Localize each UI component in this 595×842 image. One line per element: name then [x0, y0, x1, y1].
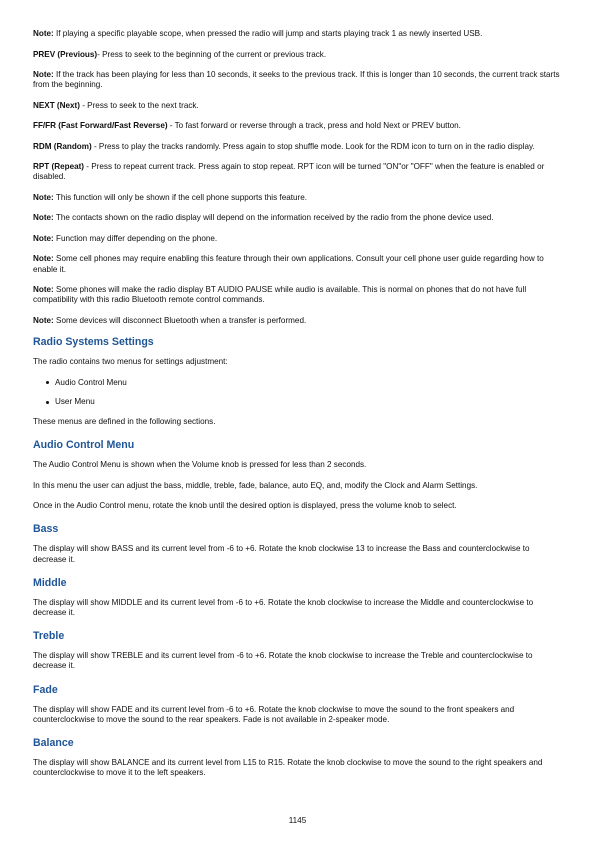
prev-text: - Press to seek to the beginning of the current or previous track.	[97, 49, 327, 59]
middle-heading: Middle	[33, 576, 67, 589]
balance-heading: Balance	[33, 737, 74, 750]
note-label: Note:	[33, 192, 54, 202]
rpt-label: RPT (Repeat)	[33, 162, 85, 172]
ff-fr-label: FF/FR (Fast Forward/Fast Reverse)	[33, 121, 168, 131]
audio-control-heading: Audio Control Menu	[33, 439, 135, 452]
note-label: Note:	[33, 213, 54, 223]
page-number: 1145	[288, 816, 307, 825]
note-label: Note:	[33, 254, 54, 264]
note-label: Note:	[33, 315, 54, 325]
page-content	[33, 29, 563, 789]
bass-text: The display will show BASS and its current level from -6 to +6. Rotate the knob clockwise 13 to increase the Bass and counterclockwise to decrease it.	[33, 544, 530, 564]
balance-text: The display will show BALANCE and its current level from L15 to R15. Rotate the knob clockwise to move the sound to the right speakers and counterclockwise to move it to the left speakers.	[33, 758, 543, 778]
audio-control-paragraph: In this menu the user can adjust the bass, middle, treble, fade, balance, auto EQ, and, modify the Clock and Alarm Settings.	[33, 480, 478, 490]
fade-heading: Fade	[33, 683, 58, 696]
note-label: Note:	[33, 70, 54, 79]
note-contacts	[33, 213, 563, 223]
note-enable-feature	[33, 254, 563, 274]
note-text: This function will only be shown if the cell phone supports this feature.	[53, 192, 307, 202]
list-item: Audio Control Menu	[33, 378, 563, 388]
fade-text: The display will show FADE and its current level from -6 to +6. Rotate the knob clockwise to move the sound to the front speakers and counterclockwise to move the sound to the rear speakers. Fade is not available in 2-speaker mode.	[33, 704, 515, 724]
settings-menu-list	[33, 378, 563, 408]
note-label: Note:	[33, 285, 54, 295]
rdm-label: RDM (Random)	[33, 141, 92, 151]
note-label: Note:	[33, 29, 54, 38]
treble-heading: Treble	[33, 630, 65, 643]
bass-heading: Bass	[33, 523, 59, 536]
note-text: Some cell phones may require enabling this feature through their own applications. Consult your cell phone user guide regarding how to enable it.	[33, 254, 544, 274]
ff-fr-text: - To fast forward or reverse through a track, press and hold Next or PREV button.	[167, 121, 461, 131]
note-text: If playing a specific playable scope, when pressed the radio will jump and starts playing track 1 as newly inserted USB.	[53, 29, 483, 38]
prev-label: PREV (Previous)	[33, 49, 98, 59]
note-text: Some devices will disconnect Bluetooth when a transfer is performed.	[53, 315, 307, 325]
note-prev-seek	[33, 70, 563, 90]
rdm-text: - Press to play the tracks randomly. Press again to stop shuffle mode. Look for the RDM icon to turn on in the radio display.	[91, 141, 535, 151]
radio-settings-intro: The radio contains two menus for settings adjustment:	[33, 357, 228, 367]
treble-text: The display will show TREBLE and its current level from -6 to +6. Rotate the knob clockwise to increase the Treble and counterclockwise to decrease it.	[33, 651, 533, 671]
radio-settings-outro: These menus are defined in the following sections.	[33, 417, 216, 426]
rdm-description	[33, 142, 563, 152]
radio-settings-heading: Radio Systems Settings	[33, 336, 154, 349]
rpt-text: - Press to repeat current track. Press again to stop repeat. RPT icon will be turned "ON"or "OFF" when the feature is enabled or disabled.	[33, 162, 545, 182]
middle-text: The display will show MIDDLE and its current level from -6 to +6. Rotate the knob clockwise to increase the Middle and counterclockwise to decrease it.	[33, 597, 534, 618]
rpt-description	[33, 162, 563, 182]
note-text: Function may differ depending on the phone.	[53, 233, 218, 243]
audio-control-paragraph: Once in the Audio Control menu, rotate the knob until the desired option is displayed, press the volume knob to select.	[33, 501, 457, 511]
prev-description	[33, 50, 563, 60]
note-text: If the track has been playing for less than 10 seconds, it seeks to the previous track. If this is longer than 10 seconds, the current track starts from the beginning.	[33, 70, 560, 90]
note-bt-audio-pause	[33, 285, 563, 305]
next-description	[33, 101, 563, 111]
next-text: - Press to seek to the next track.	[79, 100, 199, 110]
note-disconnect	[33, 316, 563, 326]
next-label: NEXT (Next)	[33, 100, 80, 110]
note-playable-scope	[33, 29, 563, 39]
note-cell-support	[33, 193, 563, 203]
note-function-differ	[33, 234, 563, 244]
note-text: The contacts shown on the radio display will depend on the information received by the radio from the phone device used.	[53, 213, 494, 223]
ff-fr-description	[33, 121, 563, 131]
list-item: User Menu	[33, 397, 563, 407]
note-text: Some phones will make the radio display BT AUDIO PAUSE while audio is available. This is normal on phones that do not have full compatibility with this radio Bluetooth remote control commands.	[33, 285, 527, 305]
audio-control-paragraph: The Audio Control Menu is shown when the Volume knob is pressed for less than 2 seconds.	[33, 460, 367, 470]
note-label: Note:	[33, 233, 54, 243]
